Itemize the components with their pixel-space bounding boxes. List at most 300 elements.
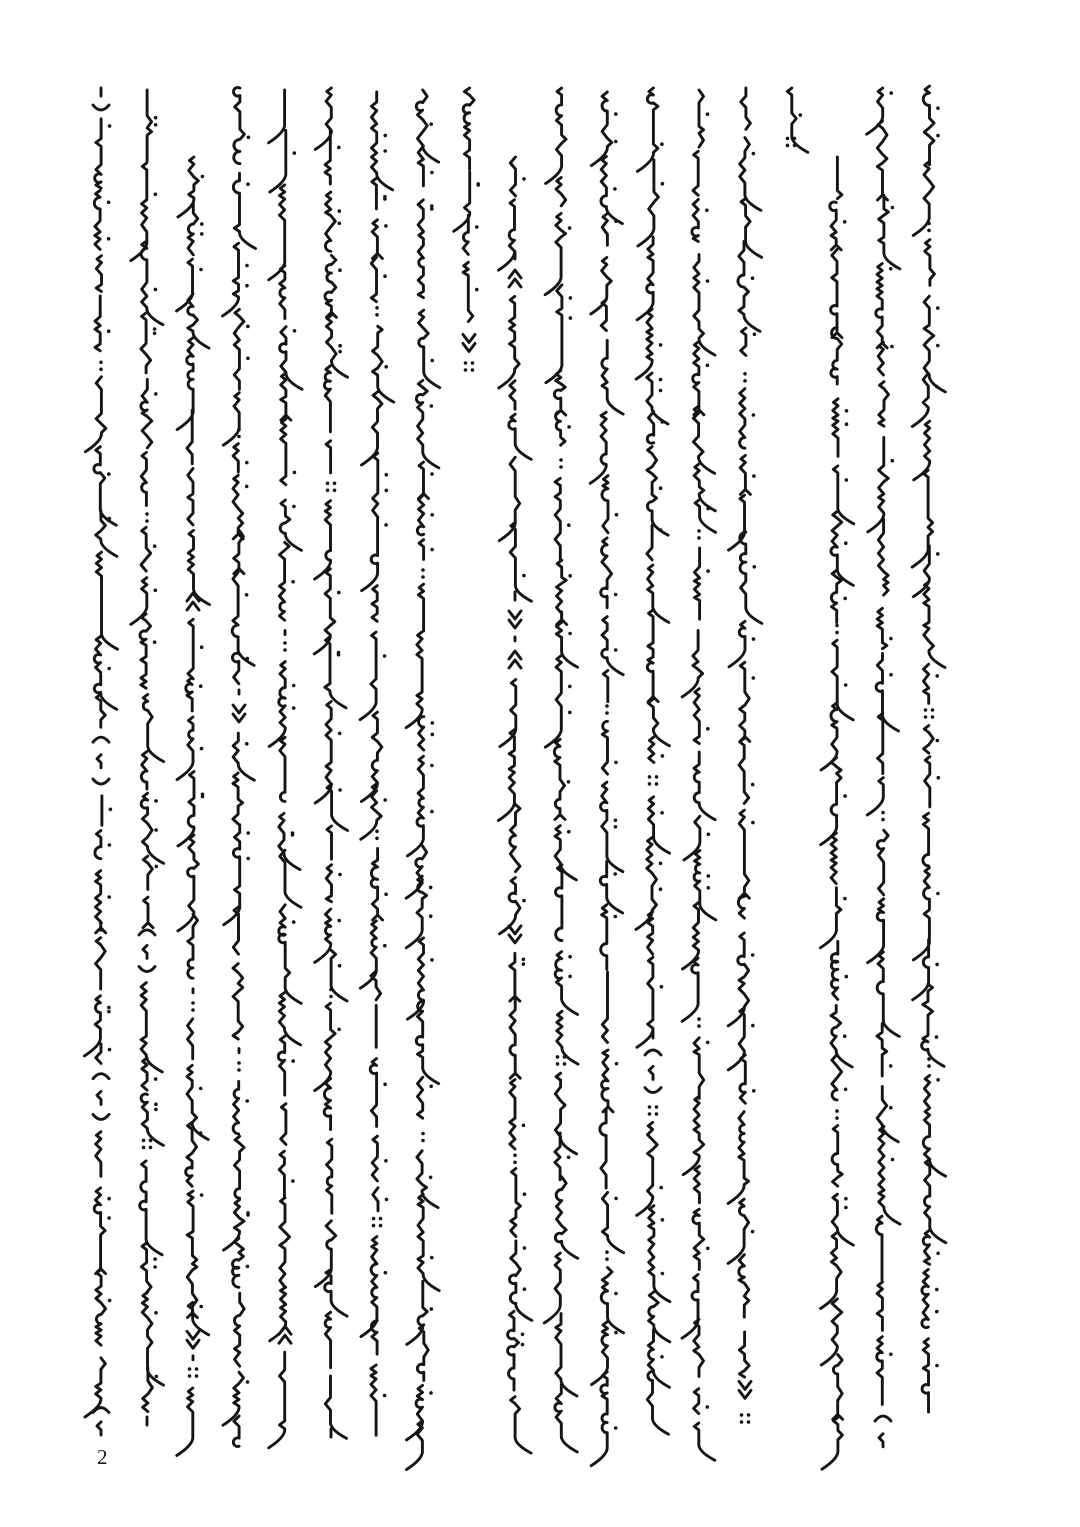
script-dot xyxy=(154,123,158,127)
script-dot xyxy=(648,1105,652,1109)
script-strokes xyxy=(454,88,475,351)
script-dot xyxy=(931,708,935,712)
text-column-1 xyxy=(131,90,164,1425)
script-dot xyxy=(237,428,241,432)
script-dot xyxy=(845,409,849,413)
script-dot xyxy=(108,124,112,128)
script-dot xyxy=(199,684,203,688)
script-dot xyxy=(843,1034,847,1038)
script-dot xyxy=(154,392,158,396)
script-dot xyxy=(142,1139,146,1143)
script-dot xyxy=(200,747,204,751)
script-dot xyxy=(568,711,572,715)
script-dot xyxy=(752,676,756,680)
script-dot xyxy=(430,204,434,208)
script-dot xyxy=(655,1105,659,1109)
script-dot xyxy=(338,350,342,354)
script-dot xyxy=(753,565,757,569)
script-dot xyxy=(291,580,295,584)
script-dot xyxy=(237,435,241,439)
script-dot xyxy=(697,1024,701,1028)
script-dot xyxy=(383,1394,387,1398)
script-dot xyxy=(835,1109,839,1113)
script-dot xyxy=(752,152,756,156)
script-dot xyxy=(429,886,433,890)
script-dot xyxy=(200,222,204,226)
script-dot xyxy=(107,1010,111,1014)
script-dot xyxy=(431,721,435,725)
script-dot xyxy=(522,574,526,578)
script-dot xyxy=(522,958,526,962)
script-dot xyxy=(384,1271,388,1275)
script-dot xyxy=(706,727,710,731)
script-dot xyxy=(569,296,573,300)
script-dot xyxy=(835,1116,839,1120)
script-dot xyxy=(747,1413,751,1417)
script-dot xyxy=(891,459,895,463)
script-dot xyxy=(845,975,849,979)
script-dot xyxy=(889,637,893,641)
script-dot xyxy=(337,1028,341,1032)
script-dot xyxy=(605,704,609,708)
script-dot xyxy=(752,637,756,641)
script-dot xyxy=(246,325,250,329)
script-dot xyxy=(799,113,803,117)
script-dot xyxy=(891,1158,895,1162)
script-dot xyxy=(383,195,387,199)
script-dot xyxy=(707,833,711,837)
page-number: 2 xyxy=(97,1445,108,1469)
script-dot xyxy=(247,136,251,140)
script-dot xyxy=(844,541,848,545)
script-dot xyxy=(153,327,157,331)
script-dot xyxy=(523,1192,527,1196)
script-dot xyxy=(99,921,103,925)
script-dot xyxy=(375,830,379,834)
script-dot xyxy=(513,1154,517,1158)
script-dot xyxy=(935,385,939,389)
script-dot xyxy=(337,651,341,655)
script-dot xyxy=(430,359,434,363)
script-strokes xyxy=(544,88,578,1452)
script-dot xyxy=(195,1367,199,1371)
script-strokes xyxy=(820,157,853,1469)
script-dot xyxy=(475,225,479,229)
script-dot xyxy=(751,783,755,787)
script-dot xyxy=(246,1380,250,1384)
script-dot xyxy=(660,985,664,989)
script-dot xyxy=(199,1305,203,1309)
script-dot xyxy=(936,134,940,138)
script-strokes xyxy=(314,88,347,1438)
script-dot xyxy=(245,742,249,746)
script-dot xyxy=(659,486,663,490)
script-dot xyxy=(889,1106,893,1110)
script-dot xyxy=(201,175,205,179)
script-dot xyxy=(338,788,342,792)
script-dot xyxy=(660,142,664,146)
script-dot xyxy=(881,818,885,822)
script-dot xyxy=(154,116,158,120)
script-dot xyxy=(889,267,893,271)
text-column-18 xyxy=(912,86,946,1412)
script-dot xyxy=(563,1055,567,1059)
script-dot xyxy=(751,276,755,280)
script-dot xyxy=(521,1343,525,1347)
script-dot xyxy=(333,489,337,493)
script-dot xyxy=(200,645,204,649)
script-dot xyxy=(568,574,572,578)
script-dot xyxy=(751,953,755,957)
script-dot xyxy=(740,1413,744,1417)
script-dot xyxy=(429,122,433,126)
script-dot xyxy=(706,1041,710,1045)
script-dot xyxy=(843,897,847,901)
script-dot xyxy=(375,306,379,310)
script-dot xyxy=(705,209,709,213)
script-dot xyxy=(661,1272,665,1276)
script-dot xyxy=(153,640,157,644)
text-column-4 xyxy=(269,90,302,1448)
script-dot xyxy=(430,548,434,552)
script-dot xyxy=(471,368,475,372)
text-column-11 xyxy=(590,92,623,1466)
script-dot xyxy=(740,1420,744,1424)
script-dot xyxy=(108,517,112,521)
script-dot xyxy=(108,1299,112,1303)
script-dot xyxy=(245,284,249,288)
script-dot xyxy=(660,811,664,815)
script-dot xyxy=(107,201,111,205)
script-strokes xyxy=(131,90,164,1425)
script-strokes xyxy=(223,87,256,1446)
script-dot xyxy=(246,857,250,861)
script-dot xyxy=(245,461,249,465)
script-dot xyxy=(697,1017,701,1021)
script-strokes xyxy=(498,157,532,1453)
script-dot xyxy=(752,413,756,417)
script-dot xyxy=(614,1197,618,1201)
script-dot xyxy=(464,368,468,372)
script-dot xyxy=(145,512,149,516)
script-dot xyxy=(935,1288,939,1292)
script-dot xyxy=(292,920,296,924)
script-dot xyxy=(108,1048,112,1052)
script-dot xyxy=(429,914,433,918)
script-dot xyxy=(659,1186,663,1190)
text-column-7 xyxy=(406,90,440,1470)
script-dot xyxy=(430,171,434,175)
script-dot xyxy=(523,1287,527,1291)
script-dot xyxy=(383,798,387,802)
script-dot xyxy=(188,1367,192,1371)
script-dot xyxy=(706,1247,710,1251)
script-dot xyxy=(329,988,333,992)
text-column-12 xyxy=(636,88,670,1434)
script-dot xyxy=(559,458,563,462)
script-dot xyxy=(293,471,297,475)
script-dot xyxy=(522,177,526,181)
script-dot xyxy=(747,1420,751,1424)
script-dot xyxy=(556,1055,560,1059)
script-dot xyxy=(659,528,663,532)
script-dot xyxy=(659,378,663,382)
script-dot xyxy=(613,187,617,191)
script-dot xyxy=(107,895,111,899)
script-dot xyxy=(605,711,609,715)
script-dot xyxy=(199,268,203,272)
script-dot xyxy=(707,874,711,878)
script-dot xyxy=(659,389,663,393)
script-dot xyxy=(614,140,618,144)
script-dot xyxy=(843,597,847,601)
script-dot xyxy=(375,313,379,317)
script-strokes xyxy=(728,88,762,1398)
script-dot xyxy=(142,1146,146,1150)
script-strokes xyxy=(177,157,210,1456)
script-dot xyxy=(655,775,659,779)
script-dot xyxy=(935,1364,939,1368)
script-dot xyxy=(706,507,710,511)
script-dot xyxy=(697,536,701,540)
script-dot xyxy=(383,944,387,948)
text-column-15 xyxy=(786,88,808,152)
script-dot xyxy=(333,482,337,486)
script-dot xyxy=(648,1112,652,1116)
script-dot xyxy=(935,674,939,678)
script-dot xyxy=(201,793,205,797)
script-dot xyxy=(935,963,939,967)
script-dot xyxy=(384,365,388,369)
script-dot xyxy=(568,685,572,689)
script-dot xyxy=(246,831,250,835)
script-dot xyxy=(567,780,571,784)
script-dot xyxy=(845,478,849,482)
script-dot xyxy=(384,893,388,897)
script-dot xyxy=(383,149,387,153)
script-dot xyxy=(556,1062,560,1066)
script-dot xyxy=(326,489,330,493)
script-dot xyxy=(471,361,475,365)
script-dot xyxy=(475,288,479,292)
script-dot xyxy=(927,1064,931,1068)
script-dot xyxy=(383,654,387,658)
script-dot xyxy=(99,928,103,932)
script-dot xyxy=(379,1224,383,1228)
text-column-16 xyxy=(820,157,853,1469)
script-dot xyxy=(430,810,434,814)
script-dot xyxy=(614,1292,618,1296)
script-dot xyxy=(338,344,342,348)
script-dot xyxy=(421,1139,425,1143)
script-dot xyxy=(659,343,663,347)
script-dot xyxy=(661,1218,665,1222)
script-dot xyxy=(614,219,618,223)
text-column-17 xyxy=(867,88,900,1447)
script-dot xyxy=(786,137,790,141)
script-dot xyxy=(751,821,755,825)
script-dot xyxy=(385,473,389,477)
script-dot xyxy=(338,209,342,213)
script-dot xyxy=(430,1256,434,1260)
text-column-8 xyxy=(454,88,480,372)
script-dot xyxy=(384,523,388,527)
script-dot xyxy=(246,1213,250,1217)
script-dot xyxy=(844,1088,848,1092)
script-dot xyxy=(661,754,665,758)
script-strokes xyxy=(360,92,394,1435)
script-dot xyxy=(890,345,894,349)
script-dot xyxy=(200,1193,204,1197)
script-dot xyxy=(338,222,342,226)
script-dot xyxy=(935,1035,939,1039)
script-dot xyxy=(337,146,341,150)
script-dot xyxy=(567,1156,571,1160)
script-dot xyxy=(568,632,572,636)
script-dot xyxy=(291,1059,295,1063)
script-dot xyxy=(936,552,940,556)
text-column-2 xyxy=(177,157,210,1456)
script-dot xyxy=(246,357,250,361)
script-dot xyxy=(99,368,103,372)
script-dot xyxy=(889,1064,893,1068)
script-dot xyxy=(429,1391,433,1395)
script-dot xyxy=(660,420,664,424)
script-dot xyxy=(154,589,158,593)
script-dot xyxy=(706,364,710,368)
script-dot xyxy=(889,91,893,95)
script-dot xyxy=(372,1224,376,1228)
script-dot xyxy=(430,764,434,768)
script-dot xyxy=(835,631,839,635)
script-strokes xyxy=(84,88,117,1435)
script-dot xyxy=(421,1132,425,1136)
script-dot xyxy=(464,361,468,365)
script-dot xyxy=(154,1077,158,1081)
script-dot xyxy=(889,673,893,677)
script-dot xyxy=(383,1083,387,1087)
script-dot xyxy=(384,224,388,228)
script-dot xyxy=(337,591,341,595)
script-dot xyxy=(153,544,157,548)
script-dot xyxy=(936,739,940,743)
script-dot xyxy=(421,568,425,572)
script-dot xyxy=(793,137,797,141)
script-dot xyxy=(383,274,387,278)
script-dot xyxy=(936,106,940,110)
script-strokes xyxy=(269,90,302,1448)
script-dot xyxy=(154,1311,158,1315)
script-dot xyxy=(569,316,573,320)
script-dot xyxy=(145,519,149,523)
script-dot xyxy=(293,329,297,333)
script-dot xyxy=(154,288,158,292)
script-strokes xyxy=(682,90,716,1460)
script-dot xyxy=(421,575,425,579)
script-dot xyxy=(291,1179,295,1183)
text-column-0 xyxy=(84,88,117,1435)
script-strokes xyxy=(406,90,440,1470)
script-strokes xyxy=(912,86,946,1412)
script-dot xyxy=(697,529,701,533)
script-dot xyxy=(615,1062,619,1066)
script-dot xyxy=(375,837,379,841)
script-dot xyxy=(924,708,928,712)
script-dot xyxy=(660,1355,664,1359)
script-dot xyxy=(283,648,287,652)
script-dot xyxy=(614,1426,618,1430)
script-dot xyxy=(935,1310,939,1314)
script-dot xyxy=(385,1198,389,1202)
script-dot xyxy=(563,1062,567,1066)
script-dot xyxy=(522,899,526,903)
script-dot xyxy=(706,1405,710,1409)
script-dot xyxy=(614,112,618,116)
script-dot xyxy=(559,465,563,469)
script-dot xyxy=(835,624,839,628)
script-dot xyxy=(843,220,847,224)
script-dot xyxy=(108,843,112,847)
script-dot xyxy=(522,1124,526,1128)
script-dot xyxy=(99,361,103,365)
script-dot xyxy=(195,1374,199,1378)
script-dot xyxy=(338,268,342,272)
script-dot xyxy=(568,226,572,230)
script-dot xyxy=(936,344,940,348)
text-column-13 xyxy=(682,90,716,1460)
script-dot xyxy=(751,1024,755,1028)
script-dot xyxy=(786,144,790,148)
script-dot xyxy=(245,593,249,597)
script-dot xyxy=(379,1217,383,1221)
script-dot xyxy=(659,862,663,866)
script-dot xyxy=(844,683,848,687)
script-dot xyxy=(245,1099,249,1103)
script-dot xyxy=(567,523,571,527)
script-dot xyxy=(155,1375,159,1379)
script-dot xyxy=(648,775,652,779)
text-column-14 xyxy=(728,88,762,1424)
script-dot xyxy=(154,799,158,803)
script-dot xyxy=(613,872,617,876)
script-dot xyxy=(614,593,618,597)
script-dot xyxy=(793,144,797,148)
script-dot xyxy=(107,1216,111,1220)
script-dot xyxy=(329,995,333,999)
script-dot xyxy=(372,1217,376,1221)
script-dot xyxy=(107,329,111,333)
script-dot xyxy=(154,1108,158,1112)
script-dot xyxy=(614,761,618,765)
script-dot xyxy=(924,715,928,719)
script-dot xyxy=(614,915,618,919)
script-dot xyxy=(237,1061,241,1065)
script-dot xyxy=(936,892,940,896)
script-dot xyxy=(292,505,296,509)
script-dot xyxy=(523,1246,527,1250)
script-dot xyxy=(752,1089,756,1093)
script-dot xyxy=(605,1250,609,1254)
script-dot xyxy=(109,808,113,812)
script-dot xyxy=(188,1374,192,1378)
script-dot xyxy=(891,206,895,210)
script-dot xyxy=(338,873,342,877)
script-dot xyxy=(751,1230,755,1234)
script-dot xyxy=(107,667,111,671)
script-dot xyxy=(927,222,931,226)
script-dot xyxy=(237,1068,241,1072)
script-dot xyxy=(567,830,571,834)
